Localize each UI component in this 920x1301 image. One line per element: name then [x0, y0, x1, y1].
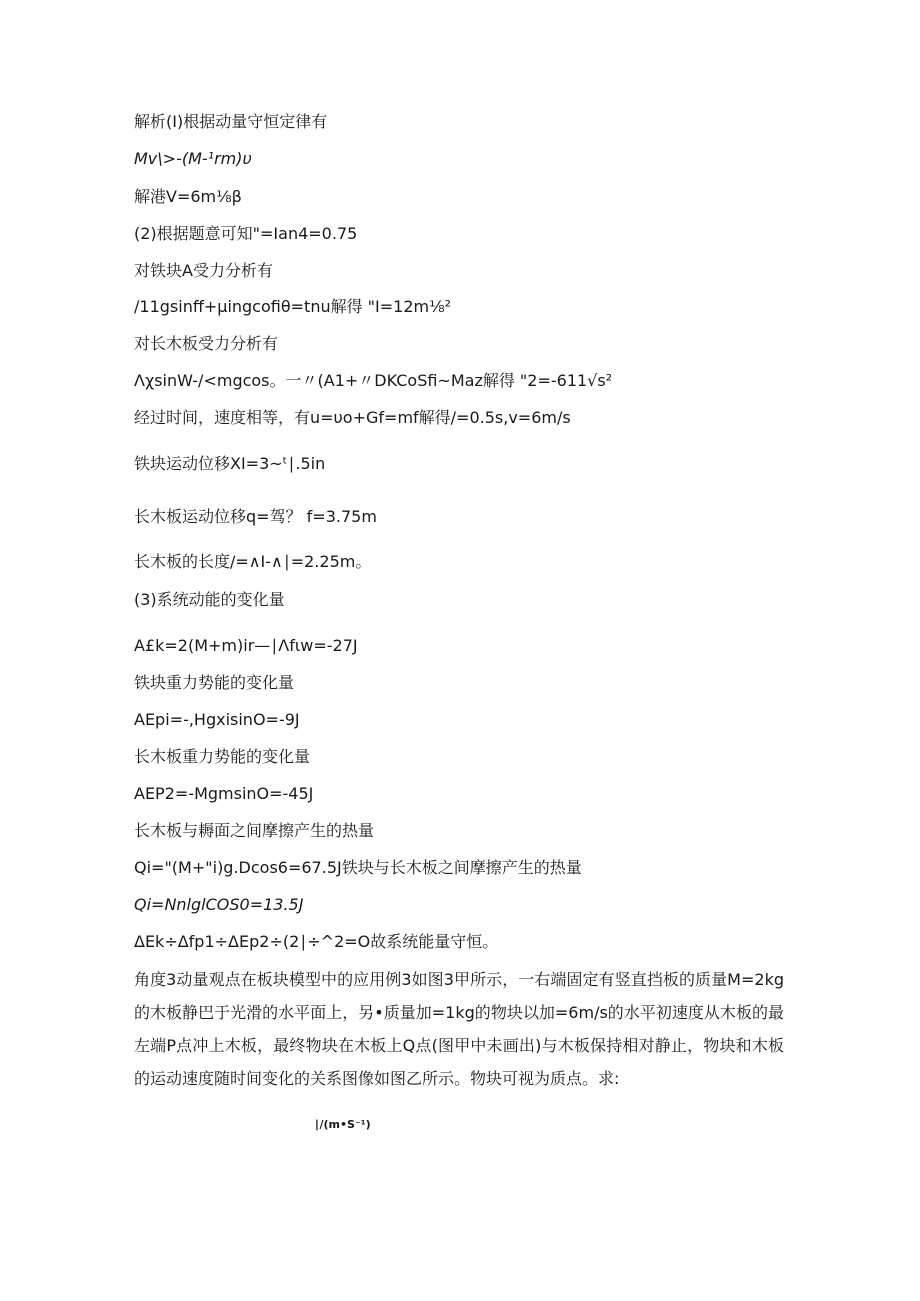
solution-line: Mv\>-(M-¹rm)υ — [134, 149, 252, 168]
solution-line: 解港V=6m⅛β — [134, 187, 242, 206]
solution-line: (3)系统动能的变化量 — [134, 590, 285, 609]
solution-line: 解析(I)根据动量守恒定律有 — [134, 112, 328, 131]
graph-axis-label: ∣∕(m•S⁻¹) — [314, 1118, 371, 1131]
solution-line: 长木板与耨面之间摩擦产生的热量 — [134, 821, 375, 840]
solution-line: ΔEk÷Δfp1÷ΔEp2÷(2∣÷^2=O故系统能量守恒。 — [134, 932, 499, 951]
solution-line: AEP2=-MgmsinO=-45J — [134, 784, 314, 803]
solution-line: A£k=2(M+m)ir—∣Λfιw=-27J — [134, 636, 358, 655]
solution-line: 长木板的长度/=∧I-∧∣=2.25m。 — [134, 552, 372, 571]
solution-line: Qi="(M+"i)g.Dcos6=67.5J铁块与长木板之间摩擦产生的热量 — [134, 858, 582, 877]
solution-line: 经过时间，速度相等，有u=υo+Gf=mf解得/=0.5s,v=6m/s — [134, 408, 571, 427]
solution-line: ΛχsinW-∕<mgcos。一〃(A1+〃DKCoSfi~Maz解得 "2=-611√s² — [134, 371, 613, 390]
solution-line: 铁块重力势能的变化量 — [134, 673, 295, 692]
solution-line: (2)根据题意可知"=Ian4=0.75 — [134, 224, 358, 243]
example-problem-paragraph: 角度3动量观点在板块模型中的应用例3如图3甲所示，一右端固定有竖直挡板的质量M=2kg的木板静巴于光滑的水平面上，另•质量加=1kg的物块以加=6m/s的水平初速度从木板的最左端P点冲上木板，最终物块在木板上Q点(图甲中未画出)与木板保持相对静止，物块和木板的运动速度随时间变化的关系图像如图乙所示。物块可视为质点。求: — [134, 970, 784, 1088]
solution-line: 对铁块A受力分析有 — [134, 261, 273, 280]
solution-line: 铁块运动位移XI=3~ᵗ∣.5in — [134, 454, 326, 473]
solution-line: 长木板重力势能的变化量 — [134, 747, 311, 766]
solution-line: AEpi=-,HgxisinO=-9J — [134, 710, 300, 729]
solution-line: ∕11gsinff+μingcofiθ=tnu解得 "I=12m⅛² — [134, 297, 452, 316]
solution-line: 长木板运动位移q=驾？ f=3.75m — [134, 507, 377, 526]
solution-line: 对长木板受力分析有 — [134, 334, 279, 353]
solution-line: Qi=NnlglCOS0=13.5J — [134, 895, 304, 914]
